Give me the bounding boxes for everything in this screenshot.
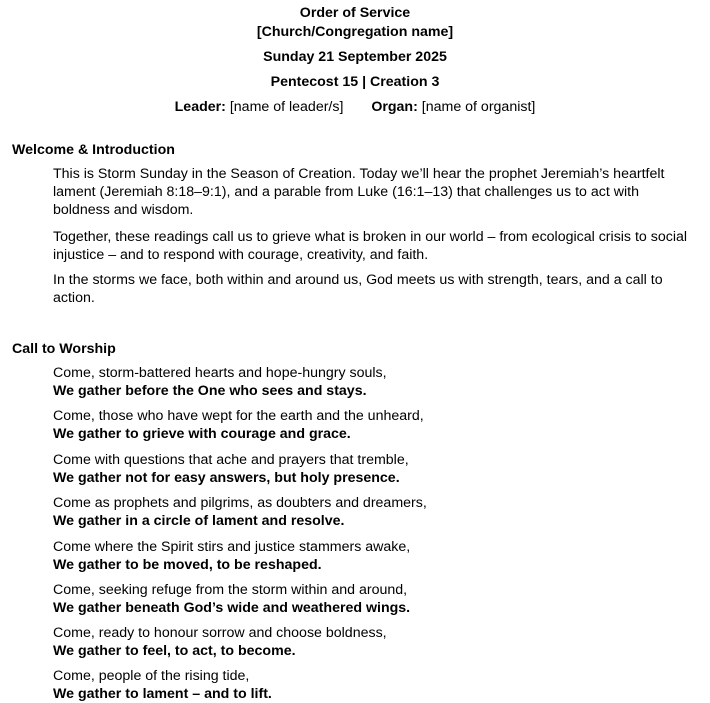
leader-line: Come where the Spirit stirs and justice stammers awake,: [53, 539, 411, 555]
welcome-paragraph: [53, 228, 693, 264]
leader-organ-line: [0, 98, 710, 117]
service-header: [0, 4, 710, 117]
leader-line: Come, seeking refuge from the storm within and around,: [53, 582, 408, 598]
leader-line: Come, ready to honour sorrow and choose boldness,: [53, 625, 387, 641]
welcome-paragraph: [53, 271, 693, 307]
call-response-pair: [53, 667, 693, 703]
welcome-paragraph-text: This is Storm Sunday in the Season of Creation. Today we’ll hear the prophet Jeremiah’s heartfelt lament (Jeremiah 8:18–9:1), and a parable from Luke (16:1–13) that challenges us to act with boldness and wisdom.: [53, 166, 665, 218]
liturgical-season: Pentecost 15 | Creation 3: [270, 74, 440, 90]
response-line: We gather to be moved, to be reshaped.: [53, 557, 322, 573]
call-response-pair: [53, 624, 693, 660]
response-line: We gather beneath God’s wide and weathered wings.: [53, 600, 411, 616]
church-name: [Church/Congregation name]: [256, 24, 454, 40]
welcome-paragraph-text: In the storms we face, both within and around us, God meets us with strength, tears, and a call to action.: [53, 272, 663, 306]
call-response-pair: [53, 538, 693, 574]
response-line: We gather to feel, to act, to become.: [53, 643, 296, 659]
response-line: We gather not for easy answers, but holy presence.: [53, 470, 400, 486]
document-title: Order of Service: [299, 5, 411, 21]
service-date: Sunday 21 September 2025: [263, 49, 447, 65]
response-line: We gather before the One who sees and stays.: [53, 383, 367, 399]
response-line: We gather in a circle of lament and resolve.: [53, 513, 345, 529]
call-to-worship-heading: Call to Worship: [12, 341, 116, 357]
welcome-heading: Welcome & Introduction: [12, 142, 175, 158]
leader-label: Leader:: [174, 99, 226, 115]
response-line: We gather to lament – and to lift.: [53, 686, 272, 702]
welcome-paragraph-text: Together, these readings call us to grieve what is broken in our world – from ecological crisis to social injustice – and to respond with courage, creativity, and faith.: [53, 229, 688, 263]
organ-label: Organ:: [371, 99, 418, 115]
response-line: We gather to grieve with courage and grace.: [53, 426, 351, 442]
call-response-pair: [53, 364, 693, 400]
leader-line: Come, those who have wept for the earth and the unheard,: [53, 408, 424, 424]
leader-line: Come as prophets and pilgrims, as doubters and dreamers,: [53, 495, 427, 511]
call-response-pair: [53, 451, 693, 487]
leader-line: Come with questions that ache and prayers that tremble,: [53, 452, 409, 468]
leader-line: Come, storm-battered hearts and hope-hungry souls,: [53, 365, 387, 381]
organ-value: [name of organist]: [421, 99, 536, 115]
call-response-pair: [53, 581, 693, 617]
leader-value: [name of leader/s]: [229, 99, 344, 115]
leader-line: Come, people of the rising tide,: [53, 668, 250, 684]
welcome-paragraph: [53, 165, 693, 219]
call-response-pair: [53, 407, 693, 443]
call-response-pair: [53, 494, 693, 530]
